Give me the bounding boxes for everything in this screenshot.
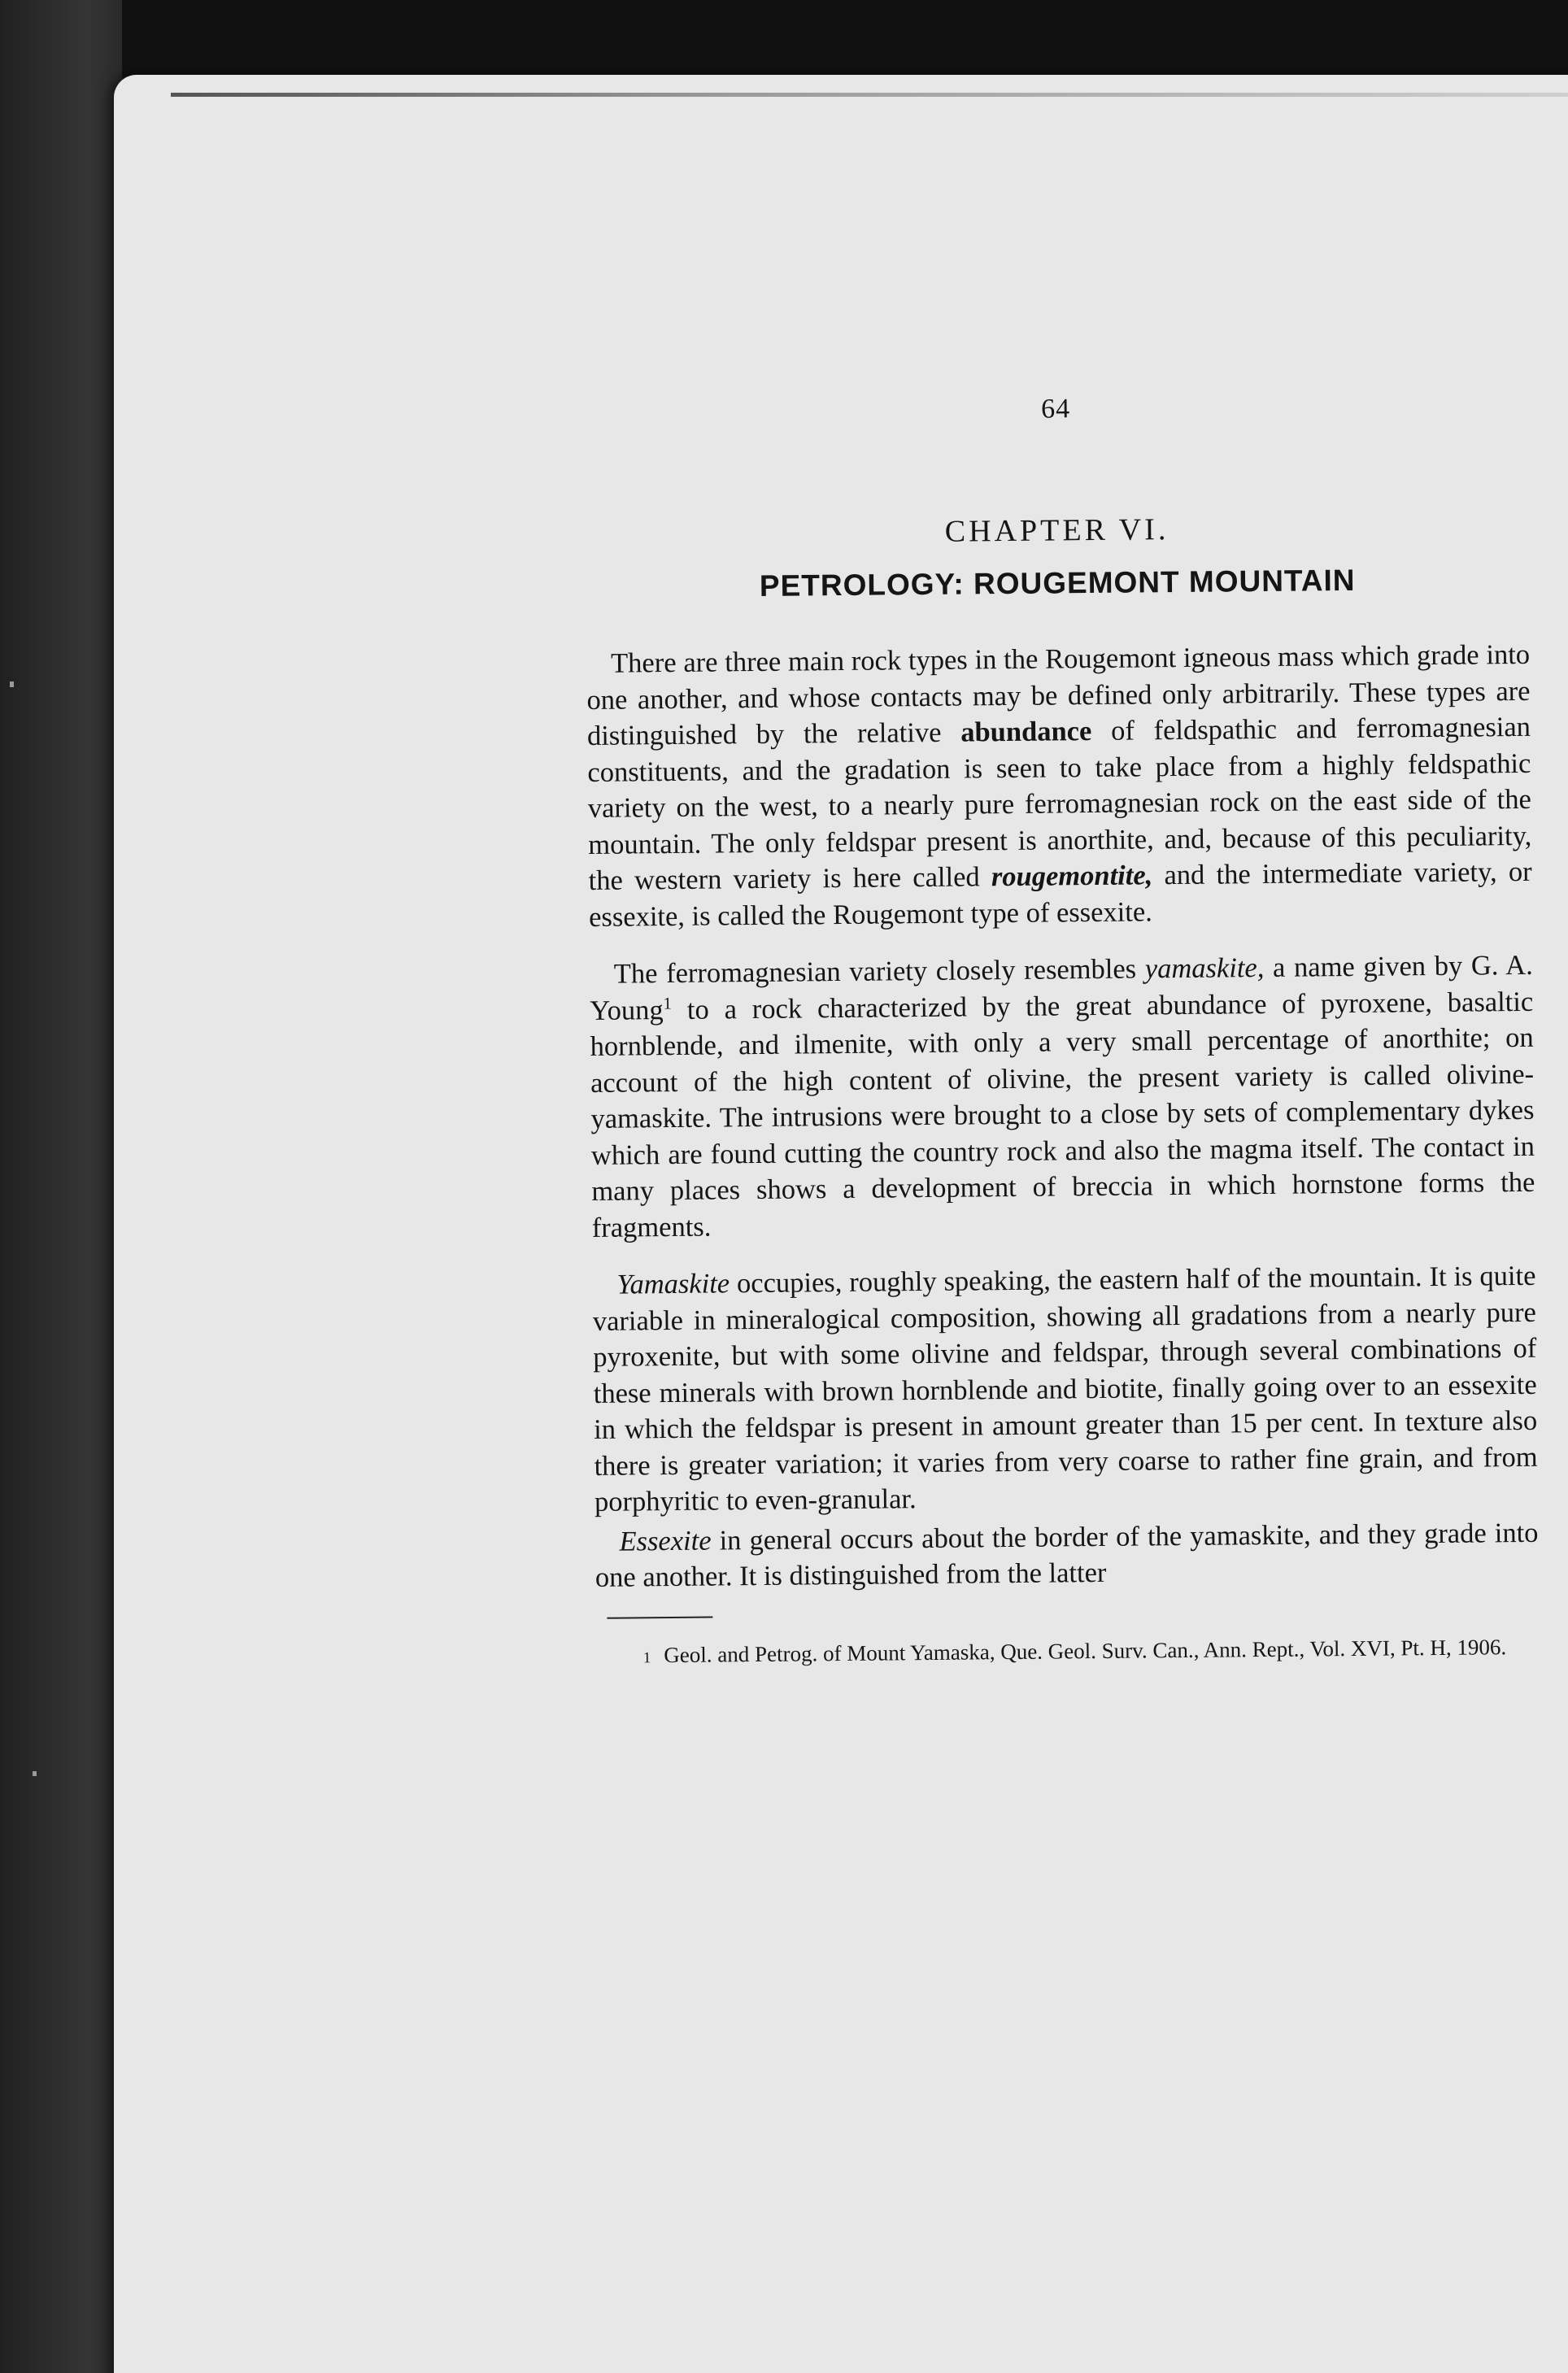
page-number: 64 — [1040, 394, 1071, 425]
text-run: in general occurs about the border of the yamaskite, and they grade into one another. It is distinguished from the latter — [595, 1517, 1539, 1593]
text-run: abundance — [960, 716, 1092, 748]
term-essexite: Essexite — [619, 1525, 712, 1557]
text-run: a name given by G. A. Young — [590, 949, 1533, 1026]
footnote-text: Geol. and Petrog. of Mount Yamaska, Que. Geol. Surv. Can., Ann. Rept., Vol. XVI, Pt. H, 1906. — [664, 1634, 1507, 1667]
footnote-divider — [607, 1616, 712, 1618]
text-run: and the intermediate variety, or essexite, is called the Rougemont type of essexite. — [588, 856, 1532, 933]
paragraph-ferromagnesian — [590, 947, 1535, 1246]
chapter-heading: CHAPTER VI. — [944, 512, 1169, 549]
text-run: The ferromagnesian variety closely resembles — [613, 953, 1145, 990]
term-rougemontite: rougemontite, — [991, 860, 1153, 893]
paragraph-essexite — [595, 1514, 1539, 1596]
text-run: occupies, roughly speaking, the eastern half of the mountain. It is quite variable in mineralogical composition, showing all gradations from a nearly pure pyroxenite, but with some olivine and feldspar, through several combinations of these minerals with brown hornblende and biotite, finally going over to an essexite in which the feldspar is present in amount greater than 15 per cent. In texture also there is greater variation; it varies from very coarse to rather fine grain, and from porphyritic to even-granular. — [592, 1260, 1538, 1517]
term-yamaskite: Yamaskite — [616, 1268, 730, 1300]
footnote — [596, 1631, 1540, 1673]
text-run: There are three main rock types in the Rougemont igneous mass which grade into one another, and whose contacts may be defined only arbitrarily. These types are distinguished by the relative — [586, 638, 1531, 751]
text-run: to a rock characterized by the great abundance of pyroxene, basaltic hornblende, and ilmenite, with only a very small percentage of anorthite; on account of the high content of olivine, the present variety is called olivine-yamaskite. The intrusions were brought to a close by sets of complementary dykes which are found cutting the country rock and also the magma itself. The contact in many places shows a development of breccia in which hornstone forms the fragments. — [590, 986, 1535, 1243]
chapter-title: PETROLOGY: ROUGEMONT MOUNTAIN — [759, 563, 1356, 603]
paragraph-rock-types — [586, 637, 1532, 935]
text-run: of feldspathic and ferromagnesian constituents, and the gradation is seen to take place from a highly feldspathic variety on the west, to a nearly pure ferromagnesian rock on the east side of the mountain. The only feldspar present is anorthite, and, because of this peculiarity, the western variety is here called — [587, 711, 1532, 896]
paragraph-yamaskite — [592, 1258, 1538, 1521]
edge-mark — [33, 1771, 37, 1776]
scan-background-left — [0, 0, 122, 2373]
page-content — [584, 390, 1540, 1696]
footnote-mark: 1 — [642, 1648, 651, 1666]
scan-background-top — [0, 0, 1568, 77]
footnote-reference: 1 — [663, 994, 673, 1013]
edge-mark — [10, 681, 14, 687]
page-top-edge — [171, 93, 1568, 97]
term-yamaskite: yamaskite, — [1144, 952, 1265, 985]
